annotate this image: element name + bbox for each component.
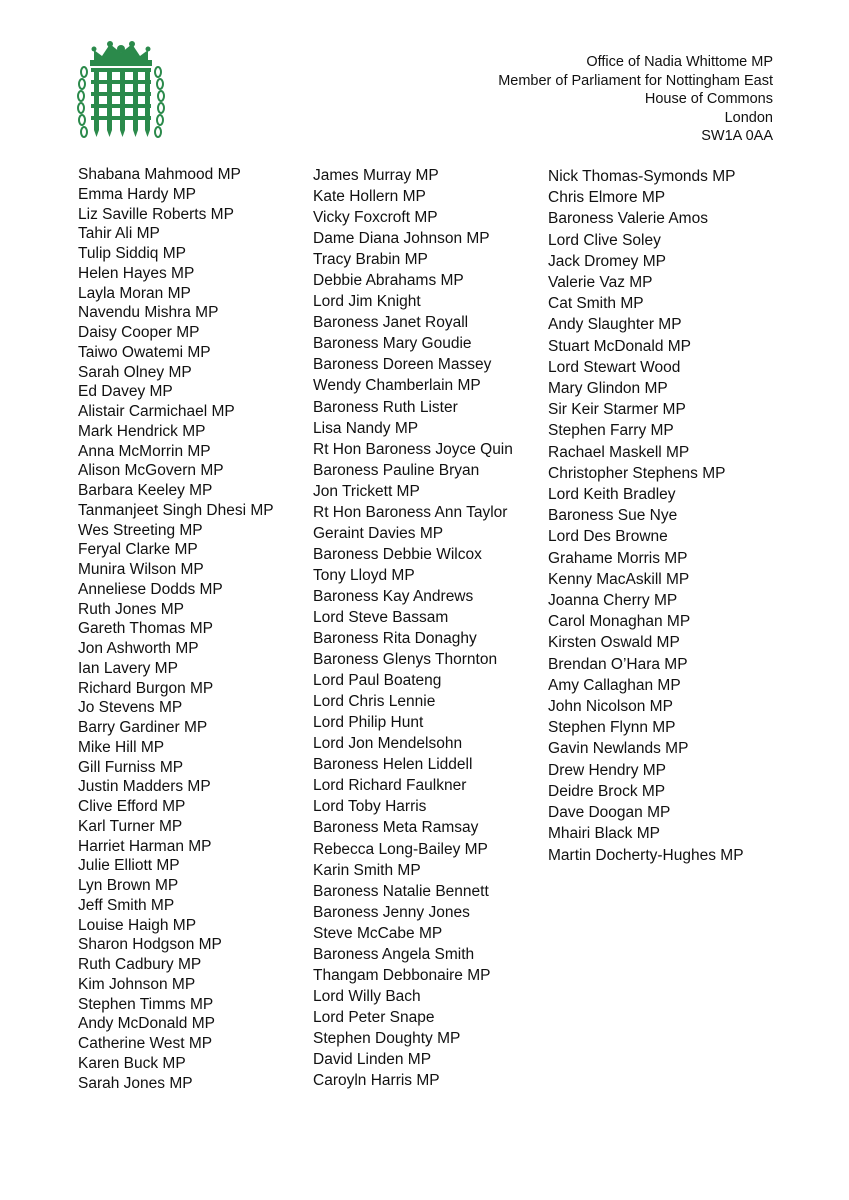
signatory-name: Anna McMorrin MP <box>78 442 211 460</box>
signatory-name: Gavin Newlands MP <box>548 740 689 758</box>
signatories-column-3 <box>548 166 744 866</box>
signatory-name: Rebecca Long-Bailey MP <box>313 840 488 858</box>
signatory-name: Sharon Hodgson MP <box>78 936 222 954</box>
signatory-name: Baroness Jenny Jones <box>313 903 470 921</box>
house-of-commons-logo <box>76 40 166 144</box>
signatory-name: Jo Stevens MP <box>78 699 183 717</box>
signatory-name: Feryal Clarke MP <box>78 541 198 559</box>
address-line: House of Commons <box>644 91 773 108</box>
signatory-name: Anneliese Dodds MP <box>78 580 223 598</box>
signatory-name: Lord Keith Bradley <box>548 486 676 504</box>
signatory-name: Lord Clive Soley <box>548 231 661 249</box>
signatory-name: Stuart McDonald MP <box>548 337 691 355</box>
signatory-name: Stephen Farry MP <box>548 422 674 440</box>
signatory-name: Karl Turner MP <box>78 817 183 835</box>
signatory-name: Lord Willy Bach <box>313 987 421 1005</box>
signatory-name: Mark Hendrick MP <box>78 422 206 440</box>
signatories-column-2 <box>313 165 513 1091</box>
signatory-name: Rt Hon Baroness Joyce Quin <box>313 440 513 458</box>
signatory-name: Barry Gardiner MP <box>78 719 208 736</box>
signatory-name: Kirsten Oswald MP <box>548 634 680 652</box>
signatory-name: Martin Docherty-Hughes MP <box>548 846 744 864</box>
portcullis-icon <box>76 40 166 144</box>
signatory-name: Mary Glindon MP <box>548 380 668 398</box>
signatory-name: Baroness Valerie Amos <box>548 210 708 228</box>
signatory-name: Munira Wilson MP <box>78 561 204 578</box>
signatory-name: Kim Johnson MP <box>78 975 196 993</box>
signatory-name: Wendy Chamberlain MP <box>313 377 481 395</box>
signatory-name: Lord Chris Lennie <box>313 693 436 711</box>
signatory-name: Lyn Brown MP <box>78 877 179 894</box>
signatory-name: Tracy Brabin MP <box>313 251 428 269</box>
signatory-name: Rachael Maskell MP <box>548 443 690 461</box>
signatory-name: Helen Hayes MP <box>78 264 195 282</box>
signatory-name: Lord Stewart Wood <box>548 358 681 376</box>
signatory-name: Mike Hill MP <box>78 738 165 756</box>
signatory-name: Richard Burgon MP <box>78 679 214 697</box>
signatory-name: Andy Slaughter MP <box>548 316 682 334</box>
signatory-name: Lord Paul Boateng <box>313 672 442 690</box>
signatory-name: Baroness Debbie Wilcox <box>313 545 482 563</box>
address-line: Member of Parliament for Nottingham East <box>498 72 773 89</box>
signatory-name: Rt Hon Baroness Ann Taylor <box>313 503 508 521</box>
signatory-name: Sir Keir Starmer MP <box>548 401 686 419</box>
signatory-name: Ian Lavery MP <box>78 659 178 677</box>
signatories-column-1 <box>78 165 274 1093</box>
signatory-name: Joanna Cherry MP <box>548 592 678 610</box>
signatory-name: Brendan O’Hara MP <box>548 655 688 673</box>
signatory-name: Tulip Siddiq MP <box>78 245 186 262</box>
signatory-name: Lord Philip Hunt <box>313 714 424 732</box>
signatory-name: Geraint Davies MP <box>313 524 444 542</box>
signatory-name: Kate Hollern MP <box>313 188 426 206</box>
signatory-name: Debbie Abrahams MP <box>313 272 464 290</box>
address-line: Office of Nadia Whittome MP <box>586 54 773 70</box>
signatory-name: Alison McGovern MP <box>78 462 224 480</box>
signatory-name: Gill Furniss MP <box>78 758 184 776</box>
signatory-name: Harriet Harman MP <box>78 837 212 855</box>
signatory-name: Jon Ashworth MP <box>78 640 199 657</box>
signatory-name: Baroness Helen Liddell <box>313 756 473 774</box>
signatory-name: Baroness Ruth Lister <box>313 398 458 416</box>
signatory-name: Alistair Carmichael MP <box>78 403 235 420</box>
signatory-name: Lord Toby Harris <box>313 798 427 816</box>
signatory-name: Lord Des Browne <box>548 528 668 546</box>
signatory-name: Jack Dromey MP <box>548 252 666 270</box>
signatory-name: Kenny MacAskill MP <box>548 570 690 588</box>
signatory-name: Daisy Cooper MP <box>78 324 200 341</box>
signatory-name: Mhairi Black MP <box>548 825 660 843</box>
signatory-name: Deidre Brock MP <box>548 782 666 800</box>
signatory-name: Ruth Cadbury MP <box>78 956 202 973</box>
signatory-name: Emma Hardy MP <box>78 185 196 203</box>
signatory-name: Ed Davey MP <box>78 383 173 401</box>
signatory-name: Tahir Ali MP <box>78 225 160 243</box>
signatory-name: Steve McCabe MP <box>313 924 443 942</box>
signatory-name: Vicky Foxcroft MP <box>313 209 438 227</box>
signatory-name: David Linden MP <box>313 1050 432 1068</box>
signatory-name: Grahame Morris MP <box>548 549 688 567</box>
signatory-name: Andy McDonald MP <box>78 1015 215 1033</box>
signatory-name: Tony Lloyd MP <box>313 566 415 584</box>
signatory-name: Sarah Jones MP <box>78 1074 193 1092</box>
signatory-name: Baroness Rita Donaghy <box>313 630 477 648</box>
signatory-name: Baroness Sue Nye <box>548 507 678 525</box>
signatory-name: Clive Efford MP <box>78 798 186 815</box>
signatory-name: Ruth Jones MP <box>78 600 184 618</box>
signatory-name: Liz Saville Roberts MP <box>78 205 234 223</box>
signatory-name: Baroness Doreen Massey <box>313 356 492 374</box>
signatory-name: Baroness Pauline Bryan <box>313 461 480 479</box>
signatory-name: Louise Haigh MP <box>78 916 197 934</box>
signatory-name: Barbara Keeley MP <box>78 482 213 499</box>
signatory-name: Carol Monaghan MP <box>548 613 691 631</box>
office-address <box>498 53 773 146</box>
signatory-name: Valerie Vaz MP <box>548 274 653 292</box>
signatory-name: Baroness Natalie Bennett <box>313 882 489 900</box>
signatory-name: Baroness Kay Andrews <box>313 587 474 605</box>
signatory-name: Jeff Smith MP <box>78 896 175 914</box>
signatory-name: Baroness Meta Ramsay <box>313 819 479 837</box>
signatory-name: Lord Jon Mendelsohn <box>313 735 463 753</box>
signatory-name: Lord Richard Faulkner <box>313 777 467 795</box>
signatory-name: Caroyln Harris MP <box>313 1072 440 1090</box>
signatory-name: Catherine West MP <box>78 1035 213 1052</box>
signatory-name: James Murray MP <box>313 167 439 184</box>
signatory-name: Sarah Olney MP <box>78 363 192 381</box>
signatory-name: Lord Jim Knight <box>313 293 421 311</box>
signatory-name: Lisa Nandy MP <box>313 419 419 437</box>
signatory-name: Cat Smith MP <box>548 295 644 313</box>
signatory-name: Dame Diana Johnson MP <box>313 230 490 248</box>
signatory-name: Tanmanjeet Singh Dhesi MP <box>78 501 274 519</box>
signatory-name: Karen Buck MP <box>78 1054 186 1072</box>
signatory-name: Dave Doogan MP <box>548 804 671 822</box>
signatory-name: Karin Smith MP <box>313 861 421 879</box>
signatory-name: Amy Callaghan MP <box>548 676 681 694</box>
address-line: SW1A 0AA <box>701 128 773 145</box>
signatory-name: Christopher Stephens MP <box>548 464 726 482</box>
signatory-name: Gareth Thomas MP <box>78 620 213 638</box>
signatory-name: Stephen Doughty MP <box>313 1029 461 1047</box>
signatory-name: Thangam Debbonaire MP <box>313 966 491 984</box>
signatory-name: Wes Streeting MP <box>78 521 203 539</box>
signatory-name: Baroness Mary Goudie <box>313 335 472 353</box>
signatory-name: Baroness Janet Royall <box>313 314 469 332</box>
signatory-name: Drew Hendry MP <box>548 761 666 779</box>
signatory-name: Nick Thomas-Symonds MP <box>548 168 736 185</box>
signatory-name: Jon Trickett MP <box>313 482 420 500</box>
signatory-name: Stephen Flynn MP <box>548 719 676 737</box>
address-line: London <box>724 109 773 126</box>
signatory-name: Stephen Timms MP <box>78 995 214 1013</box>
signatory-name: Navendu Mishra MP <box>78 304 219 322</box>
signatory-name: Baroness Glenys Thornton <box>313 651 498 669</box>
signatory-name: Taiwo Owatemi MP <box>78 343 211 361</box>
signatory-name: Justin Madders MP <box>78 778 211 796</box>
signatory-name: Baroness Angela Smith <box>313 945 475 963</box>
signatory-name: Julie Elliott MP <box>78 857 180 875</box>
signatory-name: Shabana Mahmood MP <box>78 166 241 183</box>
signatory-name: Lord Peter Snape <box>313 1008 435 1026</box>
signatory-name: Lord Steve Bassam <box>313 608 449 626</box>
signatory-name: John Nicolson MP <box>548 698 673 716</box>
signatory-name: Layla Moran MP <box>78 284 191 302</box>
signatory-name: Chris Elmore MP <box>548 189 666 207</box>
